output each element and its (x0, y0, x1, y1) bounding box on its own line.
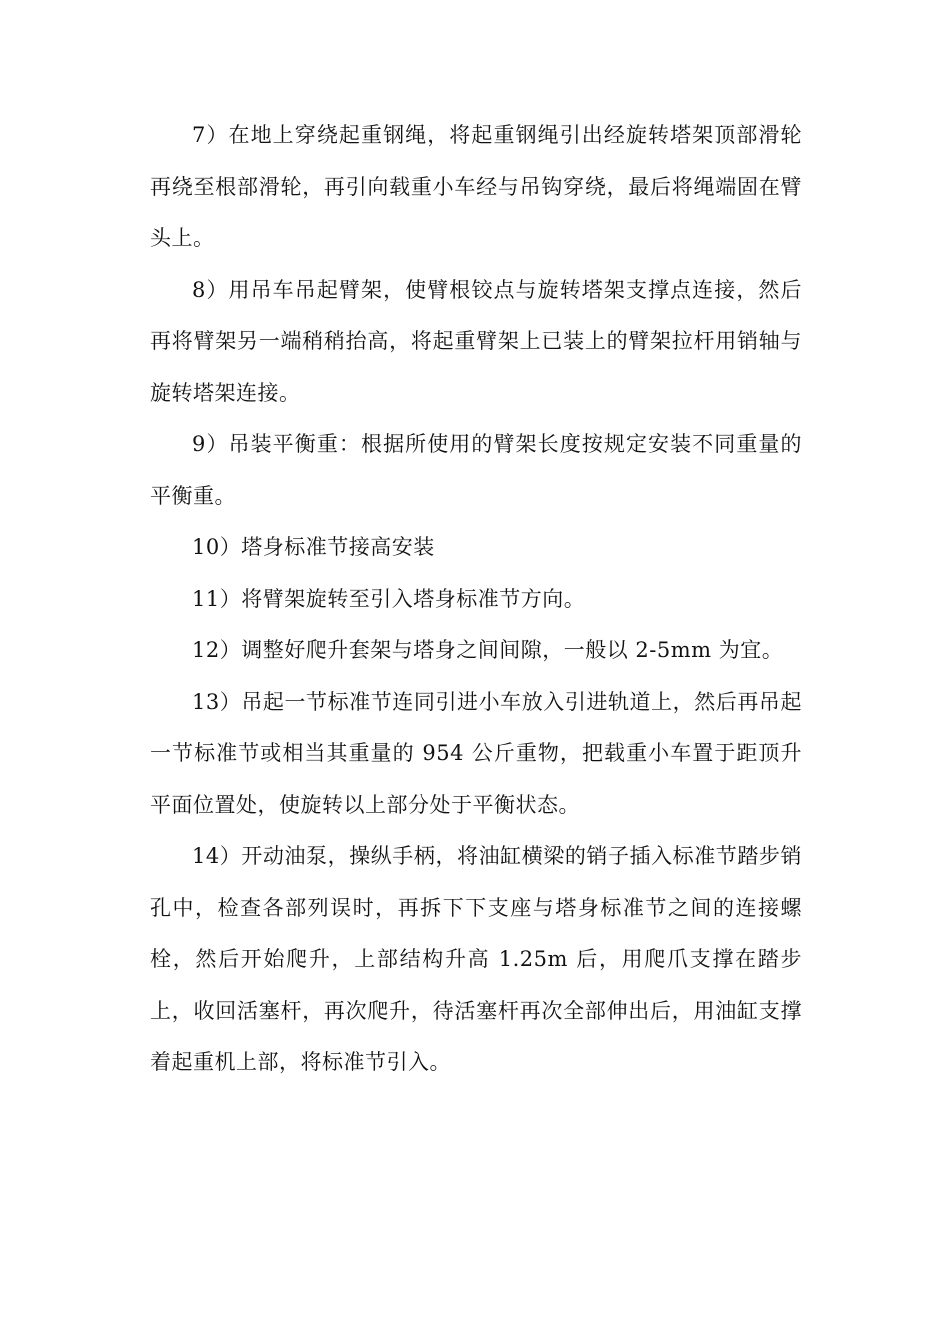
paragraph-step-13: 13）吊起一节标准节连同引进小车放入引进轨道上，然后再吊起一节标准节或相当其重量的 954 公斤重物，把载重小车置于距顶升平面位置处，使旋转以上部分处于平衡状态。 (150, 689, 802, 817)
paragraph-step-8: 8）用吊车吊起臂架，使臂根铰点与旋转塔架支撑点连接，然后再将臂架另一端稍稍抬高，将起重臂架上已装上的臂架拉杆用销轴与旋转塔架连接。 (150, 277, 802, 405)
paragraph-step-14: 14）开动油泵，操纵手柄，将油缸横梁的销子插入标准节踏步销孔中，检查各部列误时，再拆下下支座与塔身标准节之间的连接螺栓，然后开始爬升，上部结构升高 1.25m 后，用爬爪支撑在踏步上，收回活塞杆，再次爬升，待活塞杆再次全部伸出后，用油缸支撑着起重机上部，将标准节引入。 (150, 844, 802, 1074)
paragraph-step-10: 10）塔身标准节接高安装 (192, 535, 435, 559)
paragraph-step-11: 11）将臂架旋转至引入塔身标准节方向。 (192, 586, 586, 611)
paragraph-step-12: 12）调整好爬升套架与塔身之间间隙，一般以 2-5mm 为宜。 (192, 638, 784, 662)
paragraph-step-7: 7）在地上穿绕起重钢绳，将起重钢绳引出经旋转塔架顶部滑轮再绕至根部滑轮，再引向载重小车经与吊钩穿绕，最后将绳端固在臂头上。 (150, 123, 802, 250)
paragraph-step-9: 9）吊装平衡重：根据所使用的臂架长度按规定安装不同重量的平衡重。 (150, 432, 802, 508)
document-body (150, 110, 802, 1089)
